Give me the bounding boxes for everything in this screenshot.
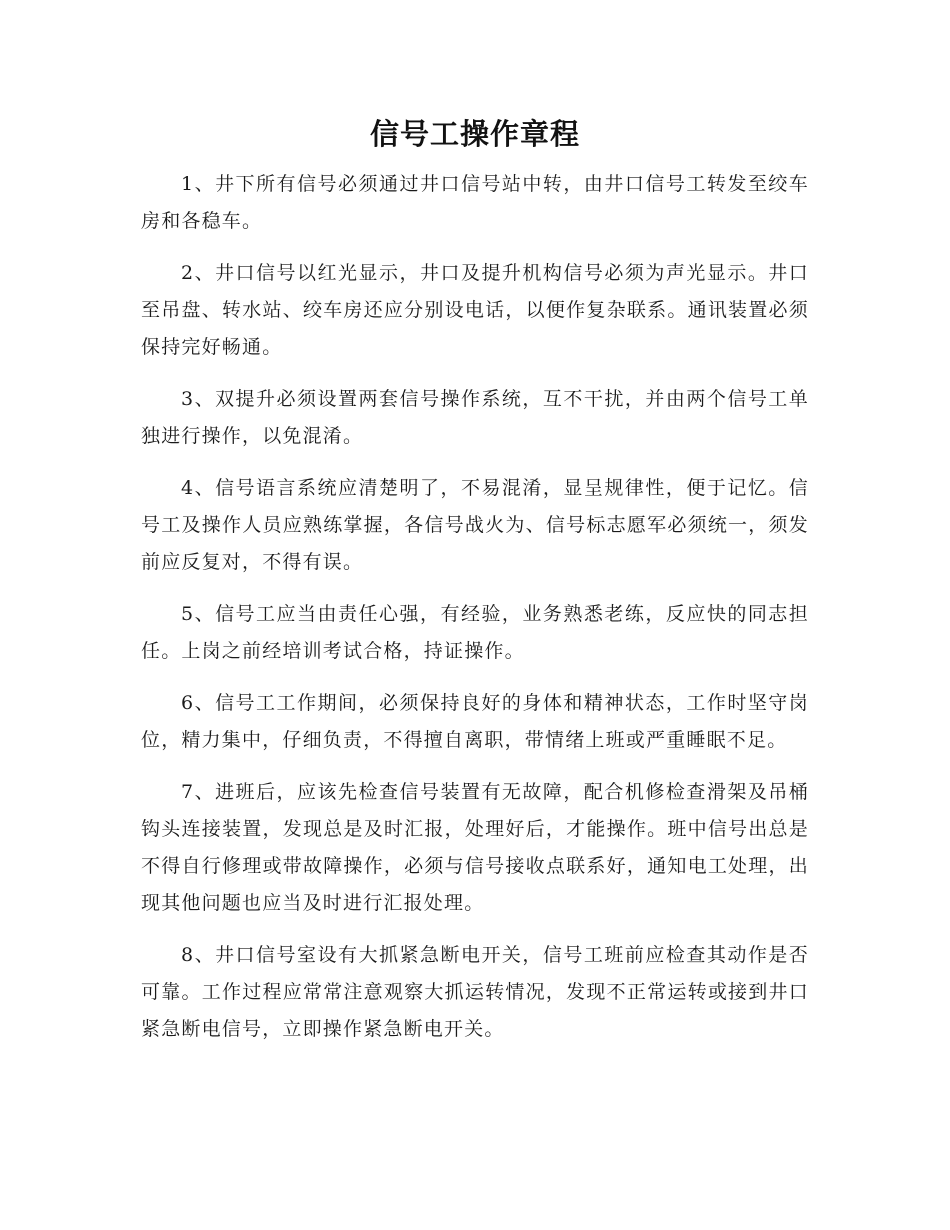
paragraph-2: 2、井口信号以红光显示，井口及提升机构信号必须为声光显示。井口至吊盘、转水站、绞车房还应分别设电话，以便作复杂联系。通讯装置必须保持完好畅通。 (141, 262, 809, 358)
paragraph-7: 7、进班后，应该先检查信号装置有无故障，配合机修检查滑架及吊桶钩头连接装置，发现总是及时汇报，处理好后，才能操作。班中信号出总是不得自行修理或带故障操作，必须与信号接收点联系好，通知电工处理，出现其他问题也应当及时进行汇报处理。 (141, 781, 809, 914)
document-title: 信号工操作章程 (369, 117, 580, 151)
paragraph-6: 6、信号工工作期间，必须保持良好的身体和精神状态，工作时坚守岗位，精力集中，仔细负责，不得擅自离职，带情绪上班或严重睡眠不足。 (141, 692, 809, 751)
paragraph-8: 8、井口信号室设有大抓紧急断电开关，信号工班前应检查其动作是否可靠。工作过程应常常注意观察大抓运转情况，发现不正常运转或接到井口紧急断电信号，立即操作紧急断电开关。 (141, 944, 809, 1040)
paragraph-3: 3、双提升必须设置两套信号操作系统，互不干扰，并由两个信号工单独进行操作，以免混淆。 (141, 388, 809, 447)
paragraph-1: 1、井下所有信号必须通过井口信号站中转，由井口信号工转发至绞车房和各稳车。 (141, 173, 809, 232)
paragraph-5: 5、信号工应当由责任心强，有经验，业务熟悉老练，反应快的同志担任。上岗之前经培训考试合格，持证操作。 (141, 603, 809, 662)
document-body (141, 166, 809, 1063)
paragraph-4: 4、信号语言系统应清楚明了，不易混淆，显呈规律性，便于记忆。信号工及操作人员应熟练掌握，各信号战火为、信号标志愿军必须统一，须发前应反复对，不得有误。 (141, 477, 809, 573)
